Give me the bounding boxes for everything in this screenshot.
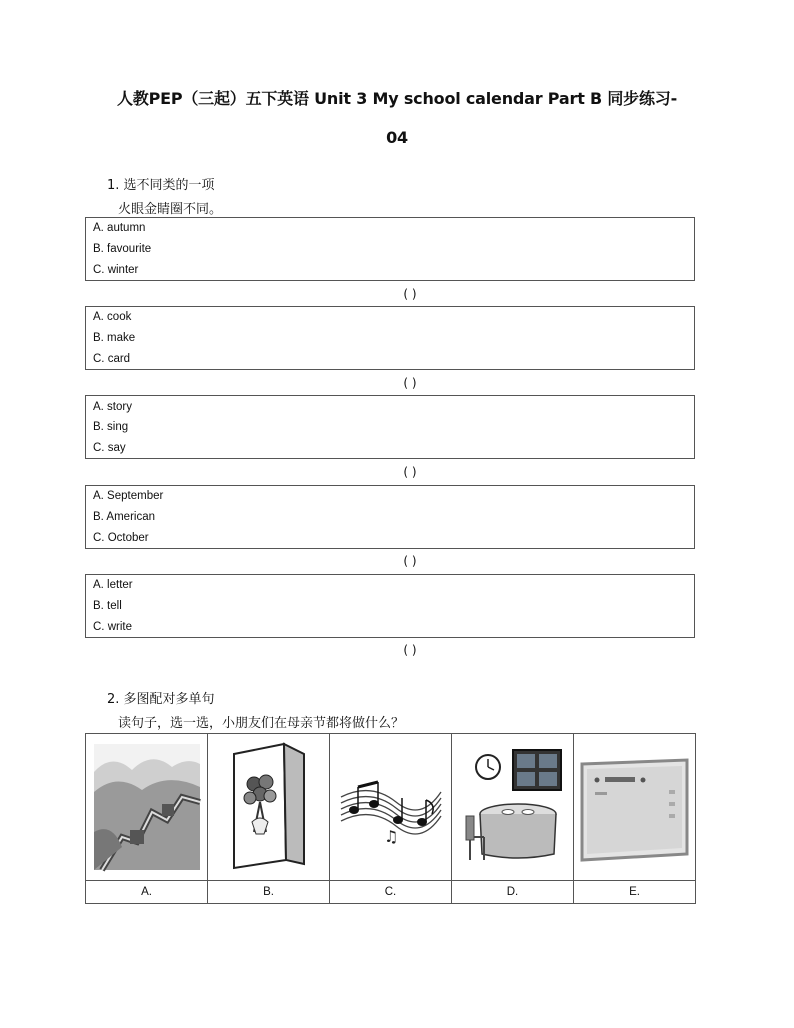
- picture-label-d: D.: [452, 881, 574, 904]
- option-a[interactable]: A. September: [93, 490, 164, 502]
- option-a[interactable]: A. letter: [93, 579, 133, 591]
- option-c[interactable]: C. October: [93, 532, 149, 544]
- option-a[interactable]: A. story: [93, 401, 132, 413]
- option-a[interactable]: A. cook: [93, 311, 132, 323]
- blackboard-picture: [577, 742, 692, 872]
- svg-text:♫: ♫: [383, 827, 398, 846]
- option-c[interactable]: C. winter: [93, 264, 139, 276]
- picture-cell-c[interactable]: [330, 734, 452, 881]
- question-2-heading: 2. 多图配对多单句: [107, 692, 215, 707]
- option-group-1: [85, 217, 695, 281]
- question-1-instruction: 火眼金睛圈不同。: [118, 202, 223, 217]
- question-2-instruction: 读句子，选一选，小朋友们在母亲节都将做什么？: [118, 716, 405, 731]
- picture-cell-b[interactable]: [208, 734, 330, 881]
- picture-label-e: E.: [574, 881, 696, 904]
- page-title-line1: 人教PEP（三起）五下英语 Unit 3 My school calendar Part B 同步练习-: [116, 89, 678, 108]
- option-group-2: [85, 306, 695, 370]
- music-notes-picture: [336, 742, 446, 872]
- answer-blank-5[interactable]: ( ): [403, 643, 417, 657]
- answer-blank-2[interactable]: ( ): [403, 376, 417, 390]
- option-a[interactable]: A. autumn: [93, 222, 146, 234]
- option-b[interactable]: B. sing: [93, 421, 129, 433]
- option-group-3: [85, 395, 695, 459]
- option-b[interactable]: B. American: [93, 511, 155, 523]
- picture-cell-e[interactable]: [574, 734, 696, 881]
- option-b[interactable]: B. make: [93, 332, 136, 344]
- option-group-5: [85, 574, 695, 638]
- answer-blank-4[interactable]: ( ): [403, 554, 417, 568]
- picture-cell-a[interactable]: [86, 734, 208, 881]
- greeting-card-picture: [224, 742, 314, 872]
- page-title-line2: 04: [386, 128, 408, 147]
- option-c[interactable]: C. write: [93, 621, 132, 633]
- picture-cell-d[interactable]: [452, 734, 574, 881]
- picture-table: [85, 733, 696, 904]
- picture-label-c: C.: [330, 881, 452, 904]
- answer-blank-3[interactable]: ( ): [403, 465, 417, 479]
- question-1-heading: 1. 选不同类的一项: [107, 178, 215, 193]
- option-b[interactable]: B. tell: [93, 600, 122, 612]
- option-c[interactable]: C. card: [93, 353, 131, 365]
- great-wall-picture: [92, 742, 202, 872]
- option-group-4: [85, 485, 695, 549]
- picture-label-b: B.: [208, 881, 330, 904]
- dinner-table-picture: [458, 742, 568, 872]
- picture-label-a: A.: [86, 881, 208, 904]
- option-c[interactable]: C. say: [93, 442, 126, 454]
- answer-blank-1[interactable]: ( ): [403, 287, 417, 301]
- option-b[interactable]: B. favourite: [93, 243, 152, 255]
